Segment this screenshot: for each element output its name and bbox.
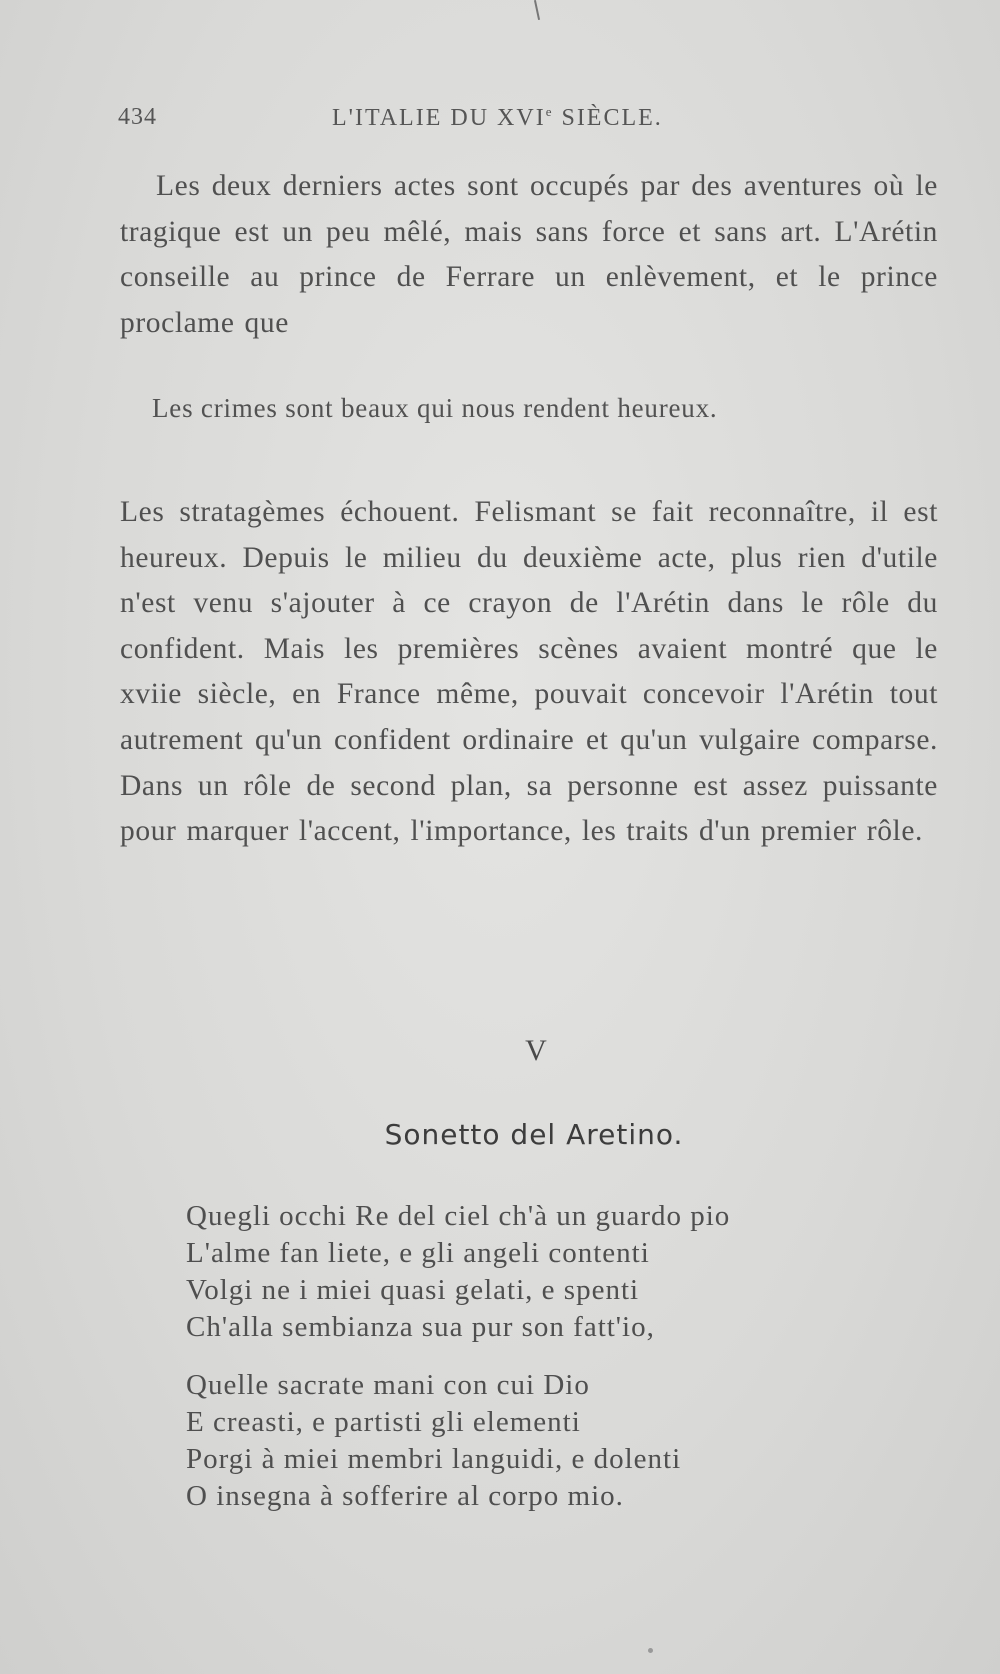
running-header xyxy=(118,104,938,144)
page-edge-mark xyxy=(534,0,540,20)
section-title: Sonetto del Aretino. xyxy=(384,1118,684,1151)
paragraph-2 xyxy=(120,490,938,855)
verse-line: Quegli occhi Re del ciel ch'à un guardo pio xyxy=(186,1200,731,1232)
verse-line: Volgi ne i miei quasi gelati, e spenti xyxy=(186,1274,640,1306)
verse-line: Quelle sacrate mani con cui Dio xyxy=(186,1369,590,1401)
paragraph-1-text: Les deux derniers actes sont occupés par des aventures où le tragique est un peu mêlé, mais sans force et sans art. L'Arétin conseille au prince de Ferrare un enlèvement, et le prince proclame que xyxy=(120,170,938,339)
verse-line: E creasti, e partisti gli elementi xyxy=(186,1406,581,1438)
sonnet-stanza-2 xyxy=(186,1367,946,1515)
running-title: L'ITALIE DU XVIe SIÈCLE. xyxy=(332,104,663,131)
verse-line: Ch'alla sembianza sua pur son fatt'io, xyxy=(186,1311,655,1343)
section-numeral: V xyxy=(525,1034,547,1067)
verse-line: L'alme fan liete, e gli angeli contenti xyxy=(186,1237,650,1269)
quoted-verse: Les crimes sont beaux qui nous rendent heureux. xyxy=(152,393,718,423)
verse-line: O insegna à sofferire al corpo mio. xyxy=(186,1480,624,1512)
paragraph-2-text: Les stratagèmes échouent. Felismant se fait reconnaître, il est heureux. Depuis le milieu du deuxième acte, plus rien d'utile n'est venu s'ajouter à ce crayon de l'Arétin dans le rôle du confident. Mais les premières scènes avaient montré que le xviie siècle, en France même, pouvait concevoir l'Arétin tout autrement qu'un confident ordinaire et qu'un vulgaire comparse. Dans un rôle de second plan, sa personne est assez puissante pour marquer l'accent, l'importance, les traits d'un premier rôle. xyxy=(120,496,938,848)
sonnet-stanza-1 xyxy=(186,1198,946,1346)
verse-line: Porgi à miei membri languidi, e dolenti xyxy=(186,1443,682,1475)
paragraph-1 xyxy=(120,164,938,346)
print-speck xyxy=(648,1648,653,1653)
page-number: 434 xyxy=(118,104,157,130)
